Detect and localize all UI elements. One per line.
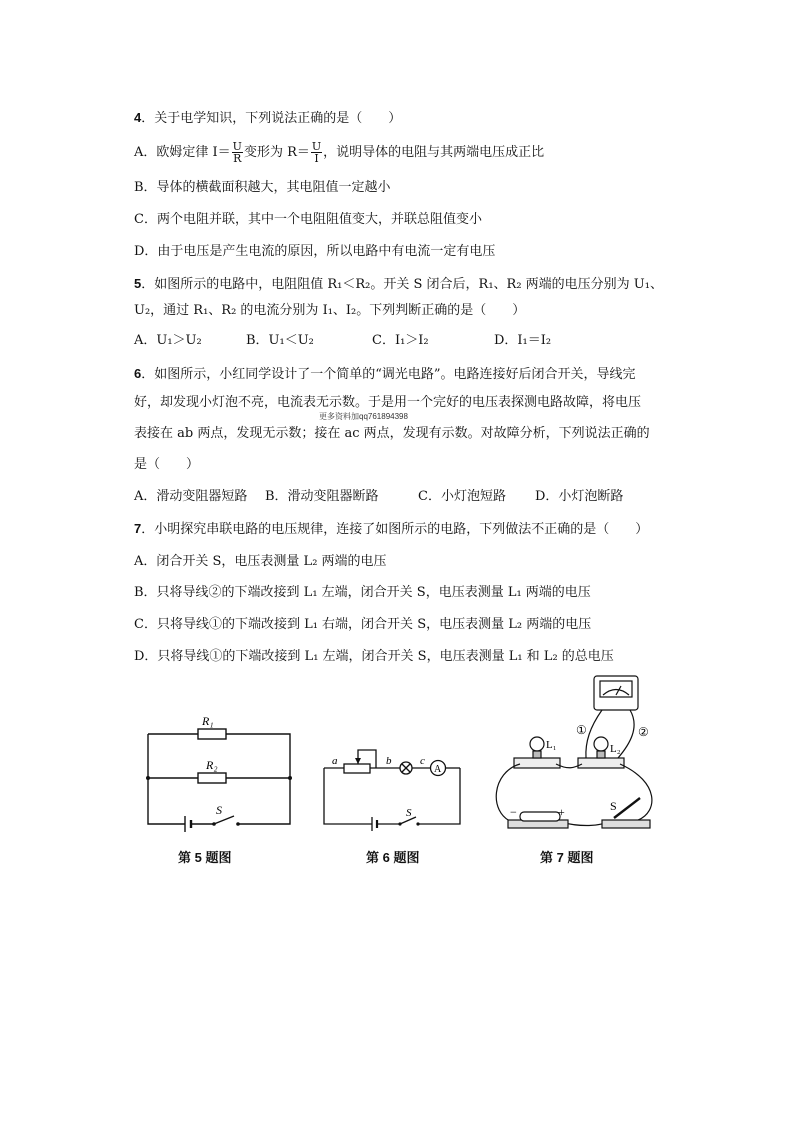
q7-option-a: A．闭合开关 S，电压表测量 L₂ 两端的电压 [134,554,387,569]
fig7-apparatus [490,672,660,847]
q4-stem [134,109,401,128]
fig5-r1-label: R₁ [202,714,214,728]
q6-number: 6 [134,366,142,381]
q6-option-d: D．小灯泡断路 [535,489,624,504]
fig5-circuit [140,712,300,842]
q7-stem [134,520,648,539]
q5-option-c: C．I₁＞I₂ [372,333,429,348]
frac2-num: U [311,140,322,153]
frac1-den: R [233,152,242,165]
fig6-caption: 第 6 题图 [366,850,420,865]
q6-option-c: C．小灯泡短路 [418,489,506,504]
fig6-circuit [318,740,468,840]
fig7-wire1-label: ① [576,723,587,737]
fig6-point-b: b [386,755,392,767]
watermark: 更多资料加qq761894398 [319,412,408,421]
q7-option-b: B．只将导线②的下端改接到 L₁ 左端，闭合开关 S，电压表测量 L₁ 两端的电压 [134,585,591,600]
fig6-point-c: c [420,755,425,767]
fig7-battery-plus: + [558,805,565,819]
q6-stem-line1 [134,365,636,384]
fig7-battery-minus: − [510,805,517,819]
fig6-switch-label: S [406,807,412,819]
fig7-l2-label: L₂ [610,743,621,755]
q5-stem-line2: U₂，通过 R₁、R₂ 的电流分别为 I₁、I₂。下列判断正确的是（ ） [134,303,526,318]
frac1-num: U [232,140,242,153]
q4-stem-text: ．关于电学知识，下列说法正确的是（ ） [141,111,402,126]
q4-option-c: C．两个电阻并联，其中一个电阻阻值变大，并联总阻值变小 [134,212,482,227]
q7-option-d: D．只将导线①的下端改接到 L₁ 左端，闭合开关 S，电压表测量 L₁ 和 L₂ 的总电压 [134,649,614,664]
fig5-r2-label: R₂ [206,758,218,772]
q4-option-d: D．由于电压是产生电流的原因，所以电路中有电流一定有电压 [134,244,496,259]
frac2-den: I [314,152,319,165]
fig5-caption: 第 5 题图 [178,850,232,865]
q5-number: 5 [134,276,142,291]
q6-option-b: B．滑动变阻器断路 [265,489,379,504]
q6-stem-line4: 是（ ） [134,457,200,472]
q4-number: 4 [134,110,142,125]
q5-stem1-text: ．如图所示的电路中，电阻阻值 R₁＜R₂。开关 S 闭合后，R₁、R₂ 两端的电压分别为 U₁、 [141,277,663,292]
q4-option-b: B．导体的横截面积越大，其电阻值一定越小 [134,180,391,195]
fig5-switch-label: S [216,803,222,817]
q4-a-mid: 变形为 R＝ [243,145,310,160]
q6-option-a: A．滑动变阻器短路 [134,489,248,504]
q5-option-b: B．U₁＜U₂ [246,333,314,348]
fig7-caption: 第 7 题图 [540,850,594,865]
q5-stem-line1 [134,275,663,294]
fig7-l1-label: L₁ [546,739,557,751]
q7-number: 7 [134,521,142,536]
fig7-wire2-label: ② [638,725,649,739]
fig6-point-a: a [332,755,338,767]
q4-a-pre: A．欧姆定律 I＝ [134,145,231,160]
q6-stem1-text: ．如图所示，小红同学设计了一个简单的“调光电路”。电路连接好后闭合开关，导线完 [141,367,636,382]
q7-option-c: C．只将导线①的下端改接到 L₁ 右端，闭合开关 S，电压表测量 L₂ 两端的电压 [134,617,592,632]
q7-stem-text: ．小明探究串联电路的电压规律，连接了如图所示的电路，下列做法不正确的是（ ） [141,522,649,537]
q4-a-post: ，说明导体的电阻与其两端电压成正比 [323,145,545,160]
q5-option-a: A．U₁＞U₂ [134,333,202,348]
q6-stem-line2: 好，却发现小灯泡不亮，电流表无示数。于是用一个完好的电压表探测电路故障，将电压 [134,395,642,410]
q5-option-d: D．I₁＝I₂ [494,333,552,348]
q6-stem-line3: 表接在 ab 两点，发现无示数；接在 ac 两点，发现有示数。对故障分析，下列说法正确的 [134,426,650,441]
q4-option-a [134,141,544,164]
q4-a-fraction-2 [311,141,322,164]
fig7-switch-label: S [610,799,617,813]
q4-a-fraction-1 [232,141,243,164]
fig6-ammeter-label: A [434,764,442,775]
